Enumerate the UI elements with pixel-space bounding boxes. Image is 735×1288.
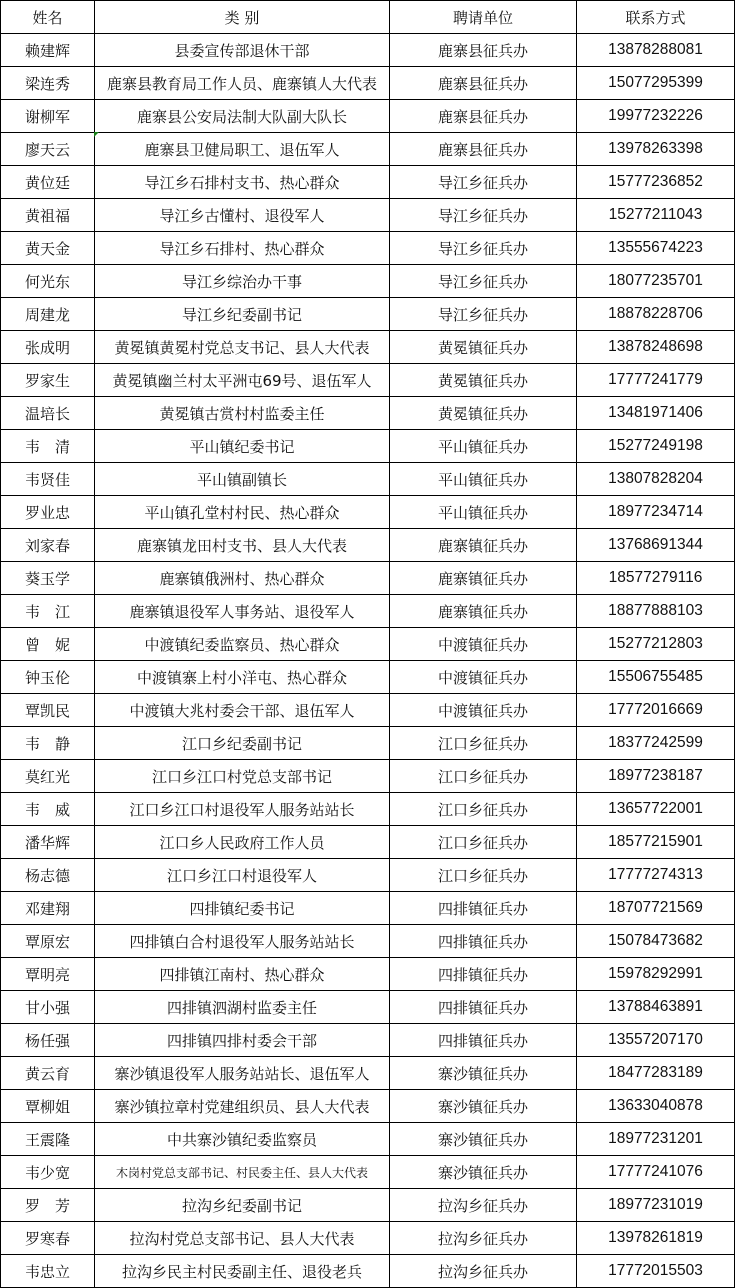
- unit-cell: 导江乡征兵办: [390, 265, 577, 298]
- name-cell: 覃原宏: [1, 925, 95, 958]
- contact-cell: 15978292991: [577, 958, 735, 991]
- contact-cell: 18077235701: [577, 265, 735, 298]
- unit-cell: 中渡镇征兵办: [390, 694, 577, 727]
- unit-cell: 导江乡征兵办: [390, 298, 577, 331]
- unit-cell: 黄冕镇征兵办: [390, 364, 577, 397]
- table-row: [1, 727, 735, 760]
- unit-cell: 平山镇征兵办: [390, 496, 577, 529]
- name-cell: 梁连秀: [1, 67, 95, 100]
- name-cell: 邓建翔: [1, 892, 95, 925]
- category-cell: 鹿寨镇俄洲村、热心群众: [95, 562, 390, 595]
- table-row: [1, 595, 735, 628]
- contact-cell: 13978261819: [577, 1222, 735, 1255]
- name-cell: 潘华辉: [1, 826, 95, 859]
- contact-cell: 17772016669: [577, 694, 735, 727]
- contact-cell: 13878248698: [577, 331, 735, 364]
- contact-cell: 15078473682: [577, 925, 735, 958]
- unit-cell: 平山镇征兵办: [390, 463, 577, 496]
- unit-cell: 鹿寨镇征兵办: [390, 595, 577, 628]
- unit-cell: 黄冕镇征兵办: [390, 331, 577, 364]
- contact-cell: 17777274313: [577, 859, 735, 892]
- name-cell: 罗 芳: [1, 1189, 95, 1222]
- unit-cell: 拉沟乡征兵办: [390, 1189, 577, 1222]
- table-row: [1, 991, 735, 1024]
- category-cell: 平山镇纪委书记: [95, 430, 390, 463]
- table-row: [1, 166, 735, 199]
- table-row: [1, 1222, 735, 1255]
- name-cell: 赖建辉: [1, 34, 95, 67]
- unit-cell: 鹿寨县征兵办: [390, 133, 577, 166]
- table-row: [1, 793, 735, 826]
- header-row: [1, 1, 735, 34]
- name-cell: 莫红光: [1, 760, 95, 793]
- contact-cell: 15277211043: [577, 199, 735, 232]
- name-cell: 罗业忠: [1, 496, 95, 529]
- category-cell: 平山镇副镇长: [95, 463, 390, 496]
- name-cell: 温培长: [1, 397, 95, 430]
- category-cell: 四排镇江南村、热心群众: [95, 958, 390, 991]
- name-cell: 谢柳军: [1, 100, 95, 133]
- contact-cell: 13657722001: [577, 793, 735, 826]
- category-cell: 平山镇孔堂村村民、热心群众: [95, 496, 390, 529]
- name-cell: 葵玉学: [1, 562, 95, 595]
- unit-cell: 导江乡征兵办: [390, 199, 577, 232]
- category-cell: 中共寨沙镇纪委监察员: [95, 1123, 390, 1156]
- category-cell: 拉沟乡纪委副书记: [95, 1189, 390, 1222]
- category-cell: 导江乡综治办干事: [95, 265, 390, 298]
- name-cell: 甘小强: [1, 991, 95, 1024]
- contact-cell: 15777236852: [577, 166, 735, 199]
- category-cell: 鹿寨县教育局工作人员、鹿寨镇人大代表: [95, 67, 390, 100]
- name-cell: 黄天金: [1, 232, 95, 265]
- table-row: [1, 364, 735, 397]
- category-cell: 鹿寨镇龙田村支书、县人大代表: [95, 529, 390, 562]
- category-cell: 四排镇四排村委会干部: [95, 1024, 390, 1057]
- contact-cell: 19977232226: [577, 100, 735, 133]
- name-cell: 韦 江: [1, 595, 95, 628]
- table-row: [1, 199, 735, 232]
- contact-cell: 13768691344: [577, 529, 735, 562]
- category-cell: 中渡镇寨上村小洋屯、热心群众: [95, 661, 390, 694]
- name-cell: 王震隆: [1, 1123, 95, 1156]
- contact-cell: 15077295399: [577, 67, 735, 100]
- table-row: [1, 628, 735, 661]
- unit-cell: 江口乡征兵办: [390, 793, 577, 826]
- contact-cell: 18577215901: [577, 826, 735, 859]
- name-cell: 覃柳姐: [1, 1090, 95, 1123]
- header-contact: 联系方式: [577, 1, 735, 34]
- table-row: [1, 331, 735, 364]
- category-cell: 鹿寨县卫健局职工、退伍军人: [95, 133, 390, 166]
- unit-cell: 拉沟乡征兵办: [390, 1255, 577, 1288]
- category-cell: 中渡镇纪委监察员、热心群众: [95, 628, 390, 661]
- contact-cell: 15277249198: [577, 430, 735, 463]
- name-cell: 张成明: [1, 331, 95, 364]
- name-cell: 周建龙: [1, 298, 95, 331]
- name-cell: 黄祖福: [1, 199, 95, 232]
- table-row: [1, 925, 735, 958]
- table-row: [1, 397, 735, 430]
- name-cell: 曾 妮: [1, 628, 95, 661]
- header-name: 姓名: [1, 1, 95, 34]
- category-cell: 黄冕镇幽兰村太平洲屯69号、退伍军人: [95, 364, 390, 397]
- name-cell: 钟玉伦: [1, 661, 95, 694]
- table-row: [1, 661, 735, 694]
- contact-cell: 18377242599: [577, 727, 735, 760]
- table-row: [1, 430, 735, 463]
- contact-cell: 13557207170: [577, 1024, 735, 1057]
- contact-cell: 13978263398: [577, 133, 735, 166]
- name-cell: 黄云育: [1, 1057, 95, 1090]
- contact-cell: 18977231019: [577, 1189, 735, 1222]
- contact-cell: 13788463891: [577, 991, 735, 1024]
- unit-cell: 四排镇征兵办: [390, 1024, 577, 1057]
- contact-cell: 18977231201: [577, 1123, 735, 1156]
- contact-cell: 13807828204: [577, 463, 735, 496]
- category-cell: 拉沟乡民主村民委副主任、退役老兵: [95, 1255, 390, 1288]
- name-cell: 杨任强: [1, 1024, 95, 1057]
- contact-cell: 15506755485: [577, 661, 735, 694]
- name-cell: 覃明亮: [1, 958, 95, 991]
- table-row: [1, 496, 735, 529]
- table-row: [1, 1057, 735, 1090]
- unit-cell: 黄冕镇征兵办: [390, 397, 577, 430]
- table-row: [1, 100, 735, 133]
- table-row: [1, 133, 735, 166]
- category-cell: 导江乡古懂村、退役军人: [95, 199, 390, 232]
- unit-cell: 鹿寨县征兵办: [390, 67, 577, 100]
- table-row: [1, 232, 735, 265]
- unit-cell: 中渡镇征兵办: [390, 661, 577, 694]
- name-cell: 廖天云: [1, 133, 95, 166]
- contact-cell: 18878228706: [577, 298, 735, 331]
- contact-cell: 18977238187: [577, 760, 735, 793]
- category-cell: 四排镇泗湖村监委主任: [95, 991, 390, 1024]
- table-row: [1, 958, 735, 991]
- contact-cell: 18707721569: [577, 892, 735, 925]
- contact-cell: 13633040878: [577, 1090, 735, 1123]
- contact-cell: 18477283189: [577, 1057, 735, 1090]
- category-cell: 县委宣传部退休干部: [95, 34, 390, 67]
- category-cell: 江口乡纪委副书记: [95, 727, 390, 760]
- category-cell: 拉沟村党总支部书记、县人大代表: [95, 1222, 390, 1255]
- name-cell: 黄位廷: [1, 166, 95, 199]
- table-row: [1, 1156, 735, 1189]
- contact-cell: 17777241779: [577, 364, 735, 397]
- header-unit: 聘请单位: [390, 1, 577, 34]
- category-cell: 鹿寨镇退役军人事务站、退役军人: [95, 595, 390, 628]
- table-row: [1, 826, 735, 859]
- table-row: [1, 463, 735, 496]
- table-row: [1, 562, 735, 595]
- category-cell: 鹿寨县公安局法制大队副大队长: [95, 100, 390, 133]
- unit-cell: 鹿寨镇征兵办: [390, 529, 577, 562]
- contact-cell: 13481971406: [577, 397, 735, 430]
- unit-cell: 鹿寨镇征兵办: [390, 562, 577, 595]
- category-cell: 江口乡人民政府工作人员: [95, 826, 390, 859]
- unit-cell: 拉沟乡征兵办: [390, 1222, 577, 1255]
- table-row: [1, 265, 735, 298]
- unit-cell: 四排镇征兵办: [390, 892, 577, 925]
- table-row: [1, 529, 735, 562]
- unit-cell: 四排镇征兵办: [390, 991, 577, 1024]
- table-row: [1, 1189, 735, 1222]
- category-cell: 江口乡江口村退役军人: [95, 859, 390, 892]
- name-cell: 刘家春: [1, 529, 95, 562]
- table-row: [1, 1123, 735, 1156]
- category-cell: 四排镇白合村退役军人服务站站长: [95, 925, 390, 958]
- unit-cell: 鹿寨县征兵办: [390, 34, 577, 67]
- table-row: [1, 1255, 735, 1288]
- category-cell: 黄冕镇古赏村村监委主任: [95, 397, 390, 430]
- table-row: [1, 694, 735, 727]
- contact-cell: 18877888103: [577, 595, 735, 628]
- name-cell: 韦 清: [1, 430, 95, 463]
- name-cell: 韦忠立: [1, 1255, 95, 1288]
- category-cell: 木岗村党总支部书记、村民委主任、县人大代表: [95, 1156, 390, 1189]
- table-row: [1, 67, 735, 100]
- category-cell: 黄冕镇黄冕村党总支书记、县人大代表: [95, 331, 390, 364]
- contact-cell: 13555674223: [577, 232, 735, 265]
- category-cell: 导江乡纪委副书记: [95, 298, 390, 331]
- contact-cell: 17772015503: [577, 1255, 735, 1288]
- unit-cell: 寨沙镇征兵办: [390, 1057, 577, 1090]
- header-category: 类 别: [95, 1, 390, 34]
- table-row: [1, 760, 735, 793]
- name-cell: 罗家生: [1, 364, 95, 397]
- table-row: [1, 1024, 735, 1057]
- table-row: [1, 1090, 735, 1123]
- contact-cell: 18977234714: [577, 496, 735, 529]
- unit-cell: 寨沙镇征兵办: [390, 1090, 577, 1123]
- category-cell: 寨沙镇退役军人服务站站长、退伍军人: [95, 1057, 390, 1090]
- name-cell: 韦 威: [1, 793, 95, 826]
- cell-comment-marker-icon: [94, 132, 99, 137]
- name-cell: 韦少宽: [1, 1156, 95, 1189]
- contact-cell: 18577279116: [577, 562, 735, 595]
- category-cell: 四排镇纪委书记: [95, 892, 390, 925]
- table-row: [1, 34, 735, 67]
- unit-cell: 江口乡征兵办: [390, 727, 577, 760]
- unit-cell: 江口乡征兵办: [390, 859, 577, 892]
- unit-cell: 寨沙镇征兵办: [390, 1156, 577, 1189]
- unit-cell: 鹿寨县征兵办: [390, 100, 577, 133]
- name-cell: 韦贤佳: [1, 463, 95, 496]
- category-cell: 江口乡江口村党总支部书记: [95, 760, 390, 793]
- category-cell: 导江乡石排村、热心群众: [95, 232, 390, 265]
- category-cell: 寨沙镇拉章村党建组织员、县人大代表: [95, 1090, 390, 1123]
- table-row: [1, 892, 735, 925]
- contact-cell: 13878288081: [577, 34, 735, 67]
- unit-cell: 四排镇征兵办: [390, 925, 577, 958]
- name-cell: 覃凯民: [1, 694, 95, 727]
- unit-cell: 中渡镇征兵办: [390, 628, 577, 661]
- category-cell: 导江乡石排村支书、热心群众: [95, 166, 390, 199]
- name-cell: 何光东: [1, 265, 95, 298]
- name-cell: 罗寒春: [1, 1222, 95, 1255]
- unit-cell: 平山镇征兵办: [390, 430, 577, 463]
- category-cell: 中渡镇大兆村委会干部、退伍军人: [95, 694, 390, 727]
- unit-cell: 导江乡征兵办: [390, 166, 577, 199]
- unit-cell: 江口乡征兵办: [390, 760, 577, 793]
- table-row: [1, 859, 735, 892]
- name-cell: 韦 静: [1, 727, 95, 760]
- contact-cell: 17777241076: [577, 1156, 735, 1189]
- table-row: [1, 298, 735, 331]
- unit-cell: 四排镇征兵办: [390, 958, 577, 991]
- unit-cell: 导江乡征兵办: [390, 232, 577, 265]
- unit-cell: 江口乡征兵办: [390, 826, 577, 859]
- category-cell: 江口乡江口村退役军人服务站站长: [95, 793, 390, 826]
- contact-cell: 15277212803: [577, 628, 735, 661]
- unit-cell: 寨沙镇征兵办: [390, 1123, 577, 1156]
- name-cell: 杨志德: [1, 859, 95, 892]
